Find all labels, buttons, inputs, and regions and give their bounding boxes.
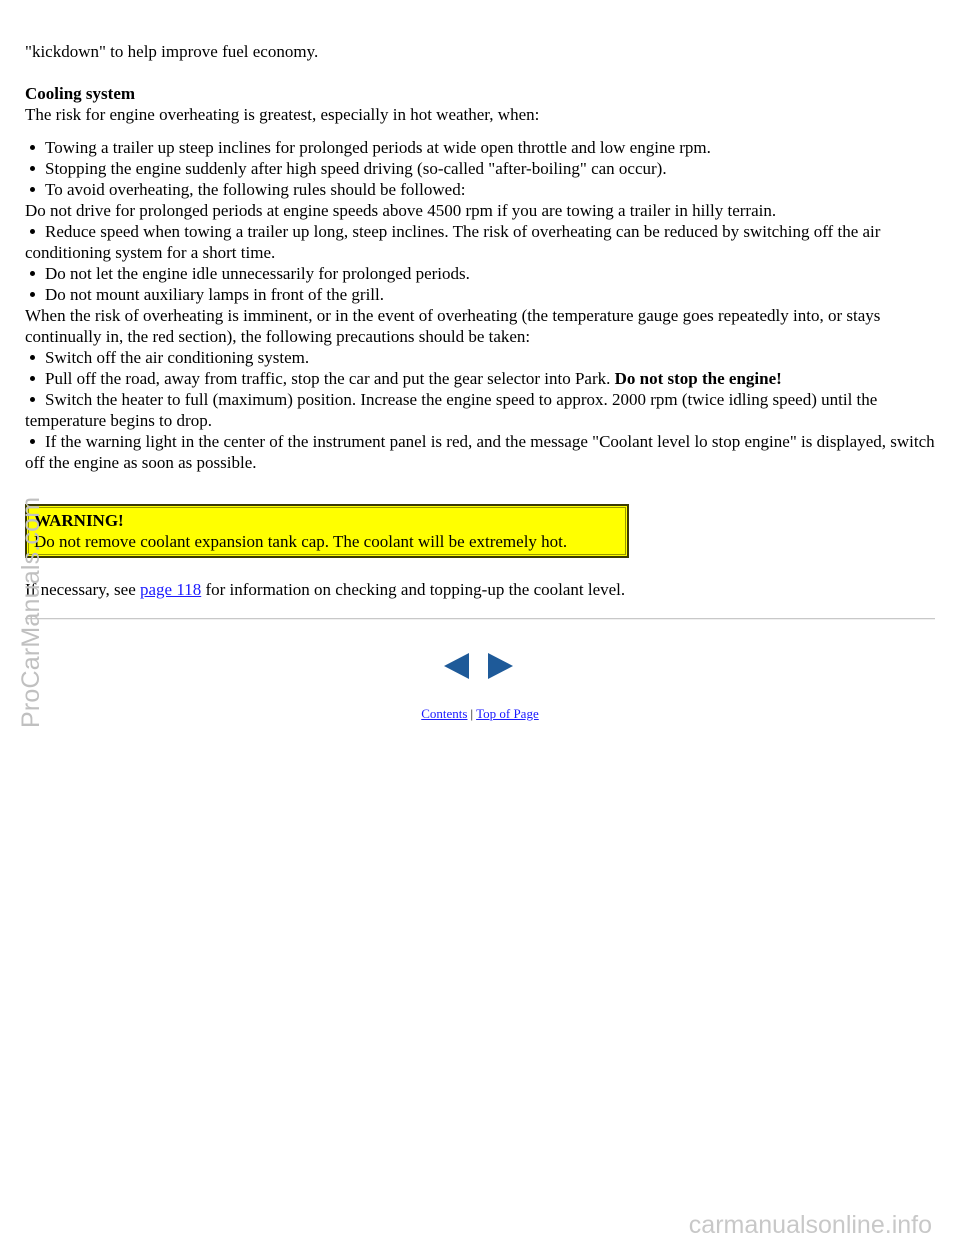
arrow-left-icon bbox=[442, 652, 472, 680]
page-118-link[interactable]: page 118 bbox=[140, 580, 202, 599]
section-heading: Cooling system bbox=[25, 84, 136, 103]
previous-page-button[interactable] bbox=[442, 652, 472, 680]
reference-text-before: If necessary, see bbox=[25, 580, 136, 599]
emphasis-text: Do not stop the engine! bbox=[614, 369, 782, 388]
list-item: If the warning light in the center of the instrument panel is red, and the message "Coolant level lo stop engine" is displayed, switch off the engine as soon as possible. bbox=[25, 432, 935, 472]
list-item: Do not mount auxiliary lamps in front of the grill. bbox=[25, 284, 935, 305]
watermark-bottom: carmanualsonline.info bbox=[688, 1211, 932, 1239]
watermark-left: ProCarManuals.com bbox=[17, 496, 45, 728]
list-item: Towing a trailer up steep inclines for prolonged periods at wide open throttle and low engine rpm. bbox=[25, 137, 935, 158]
section-lead: The risk for engine overheating is greatest, especially in hot weather, when: bbox=[25, 105, 540, 124]
list-item: Reduce speed when towing a trailer up long, steep inclines. The risk of overheating can be reduced by switching off the air conditioning system for a short time. bbox=[25, 221, 935, 263]
page-navigation bbox=[442, 652, 522, 680]
warning-text: Do not remove coolant expansion tank cap. The coolant will be extremely hot. bbox=[34, 532, 568, 551]
warning-title: WARNING! bbox=[34, 511, 124, 530]
warning-box bbox=[25, 504, 629, 558]
list-item: Do not let the engine idle unnecessarily for prolonged periods. bbox=[25, 263, 935, 284]
list-item: Stopping the engine suddenly after high speed driving (so-called "after-boiling" can occur). bbox=[25, 158, 935, 179]
paragraph: Do not drive for prolonged periods at engine speeds above 4500 rpm if you are towing a trailer in hilly terrain. bbox=[25, 201, 777, 220]
intro-text: "kickdown" to help improve fuel economy. bbox=[25, 42, 319, 61]
list-item: Switch the heater to full (maximum) position. Increase the engine speed to approx. 2000 rpm (twice idling speed) until the temperature begins to drop. bbox=[25, 389, 935, 431]
list-item-text: Pull off the road, away from traffic, stop the car and put the gear selector into Park. bbox=[45, 369, 611, 388]
reference-text-after: for information on checking and topping-up the coolant level. bbox=[205, 580, 626, 599]
horizontal-divider bbox=[25, 618, 935, 620]
reference-line bbox=[25, 579, 935, 600]
next-page-button[interactable] bbox=[485, 652, 515, 680]
top-of-page-link[interactable]: Top of Page bbox=[476, 706, 539, 721]
list-item: Switch off the air conditioning system. bbox=[25, 347, 935, 368]
precautions-list bbox=[25, 137, 935, 473]
list-item: To avoid overheating, the following rules should be followed: bbox=[25, 179, 935, 200]
paragraph: When the risk of overheating is imminent, or in the event of overheating (the temperature gauge goes repeatedly into, or stays continually in, the red section), the following precautions should be taken: bbox=[25, 306, 881, 346]
contents-link[interactable]: Contents bbox=[421, 706, 468, 721]
arrow-right-icon bbox=[485, 652, 515, 680]
list-item bbox=[25, 368, 935, 389]
document-body bbox=[25, 41, 935, 600]
footer-links bbox=[0, 705, 960, 723]
footer-separator: | bbox=[470, 706, 474, 721]
